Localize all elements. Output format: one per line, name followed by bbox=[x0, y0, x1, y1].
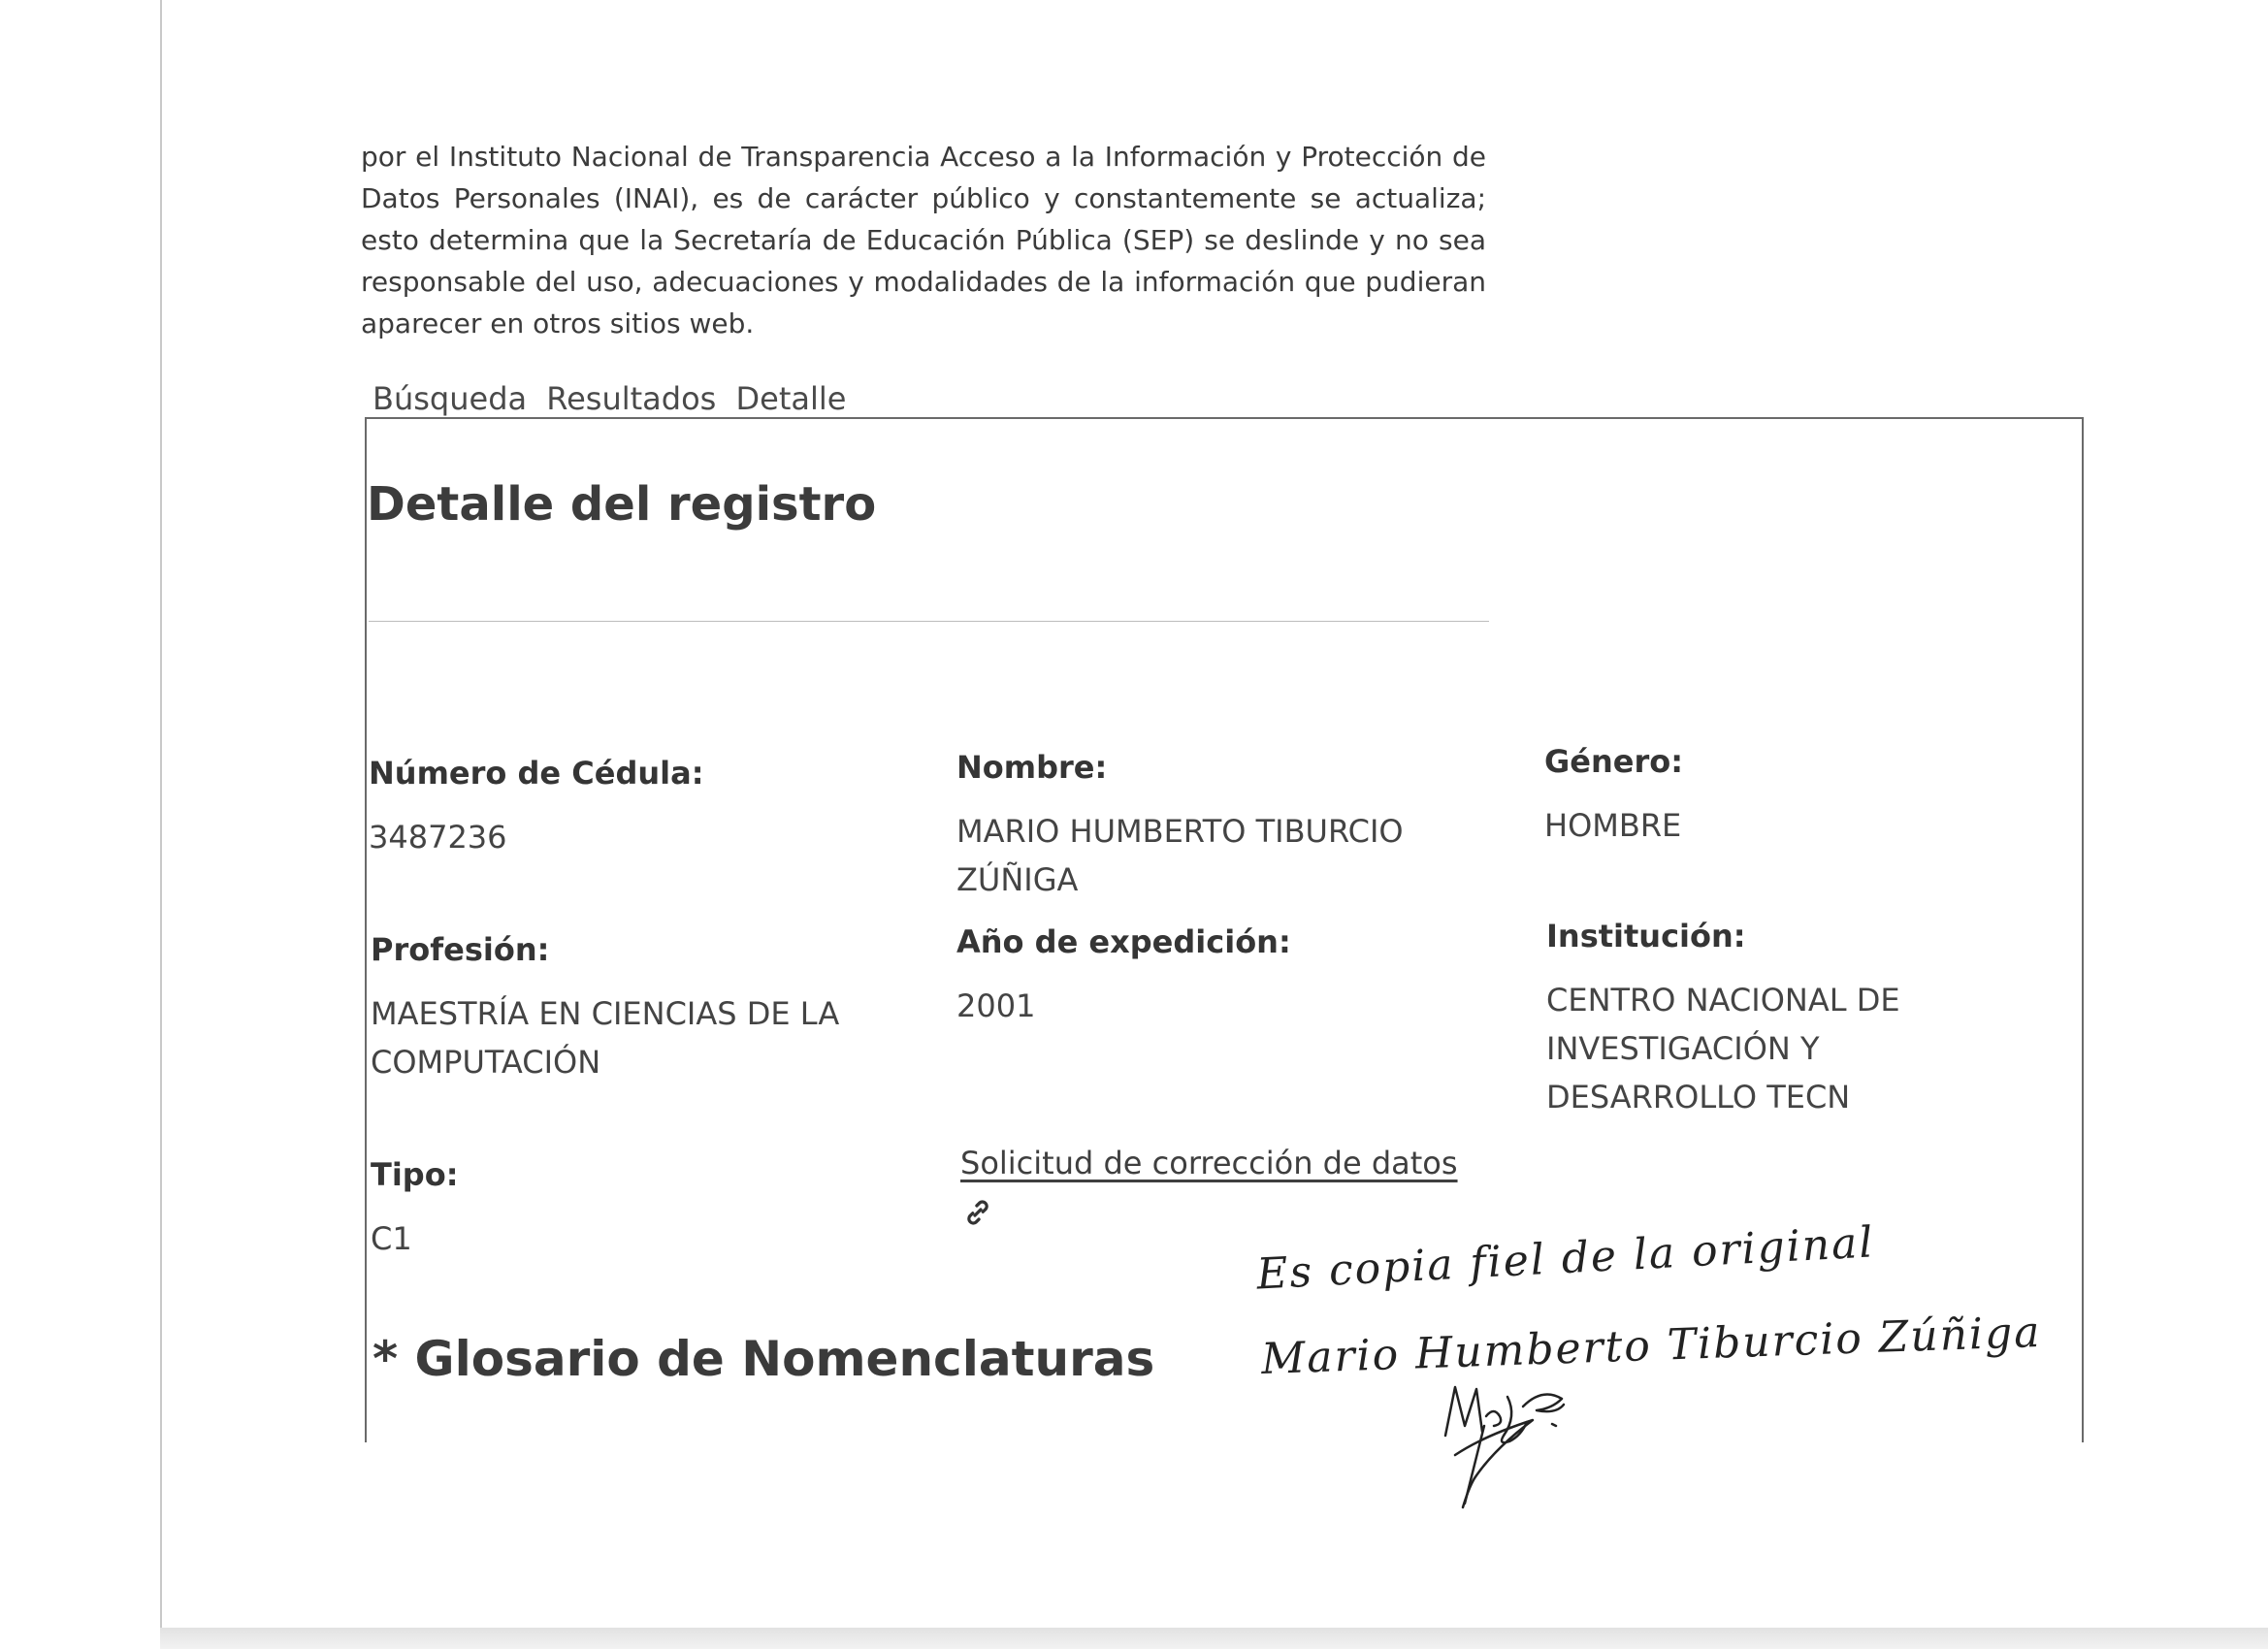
breadcrumb bbox=[373, 380, 856, 417]
glossary-heading: * Glosario de Nomenclaturas bbox=[373, 1331, 1155, 1387]
field-anio-expedicion bbox=[956, 923, 1500, 1030]
field-anio-label: Año de expedición: bbox=[956, 923, 1291, 960]
correction-request-link[interactable]: Solicitud de corrección de datos bbox=[960, 1145, 1458, 1181]
title-divider bbox=[369, 621, 1489, 622]
field-genero-label: Género: bbox=[1544, 743, 1684, 780]
link-icon[interactable] bbox=[960, 1195, 995, 1230]
breadcrumb-item-busqueda[interactable]: Búsqueda bbox=[373, 380, 528, 417]
field-institucion bbox=[1546, 918, 1963, 1121]
field-profesion bbox=[371, 931, 914, 1086]
field-anio-value: 2001 bbox=[956, 987, 1036, 1024]
field-cedula bbox=[369, 755, 912, 861]
handwritten-name-line: Mario Humberto Tiburcio Zúñiga bbox=[1260, 1307, 2043, 1385]
field-nombre-label: Nombre: bbox=[956, 749, 1108, 786]
field-cedula-label: Número de Cédula: bbox=[369, 755, 704, 792]
handwritten-certification-line: Es copia fiel de la original bbox=[1255, 1217, 1876, 1300]
field-profesion-value: MAESTRÍA EN CIENCIAS DE LA COMPUTACIÓN bbox=[371, 995, 840, 1081]
breadcrumb-item-detalle: Detalle bbox=[735, 380, 847, 417]
page-title: Detalle del registro bbox=[367, 477, 877, 532]
field-nombre-value: MARIO HUMBERTO TIBURCIO ZÚÑIGA bbox=[956, 813, 1404, 898]
field-nombre bbox=[956, 749, 1480, 904]
field-tipo-value: C1 bbox=[371, 1220, 412, 1257]
field-genero bbox=[1544, 743, 2029, 850]
intro-disclaimer-paragraph: por el Instituto Nacional de Transparencia Acceso a la Información y Protección de Datos Personales (INAI), es de carácter público y constantemente se actualiza; esto determina que la Secretaría de Educación Pública (SEP) se deslinde y no sea responsable del uso, adecuaciones y modalidades de la información que pudieran aparecer en otros sitios web. bbox=[361, 141, 1486, 340]
field-genero-value: HOMBRE bbox=[1544, 807, 1682, 844]
field-tipo bbox=[371, 1156, 914, 1263]
field-tipo-label: Tipo: bbox=[371, 1156, 459, 1193]
breadcrumb-item-resultados[interactable]: Resultados bbox=[546, 380, 717, 417]
field-institucion-label: Institución: bbox=[1546, 918, 1746, 954]
scan-page-bottom-edge bbox=[160, 1628, 2268, 1649]
field-profesion-label: Profesión: bbox=[371, 931, 550, 968]
field-cedula-value: 3487236 bbox=[369, 819, 507, 856]
field-institucion-value: CENTRO NACIONAL DE INVESTIGACIÓN Y DESARROLLO TECN bbox=[1546, 982, 1900, 1116]
scan-page-left-edge bbox=[160, 0, 162, 1630]
handwritten-signature bbox=[1426, 1368, 1601, 1513]
